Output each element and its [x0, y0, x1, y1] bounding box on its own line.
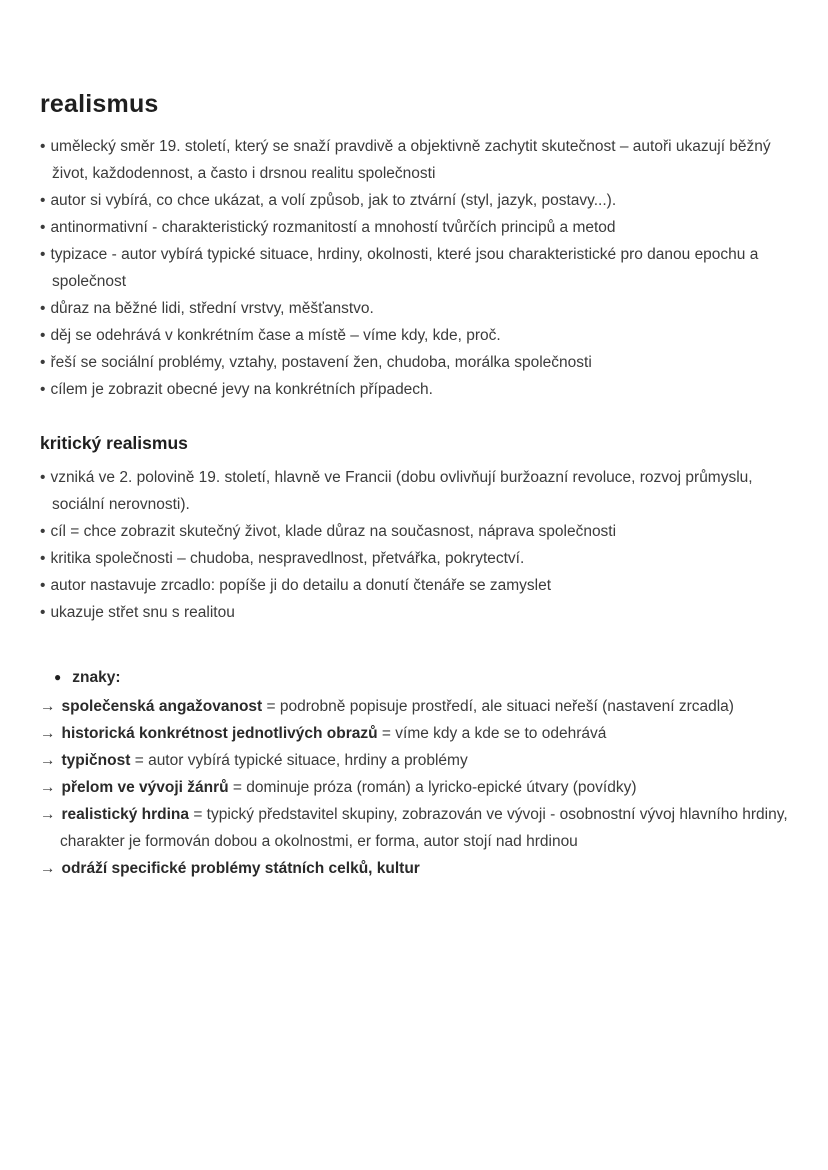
arrow-icon: → [40, 752, 56, 769]
bullet-icon: • [40, 469, 46, 486]
list-item [40, 133, 788, 187]
list-item-text: = podrobně popisuje prostředí, ale situaci neřeší (nastavení zrcadla) [262, 698, 734, 715]
bullet-icon: • [40, 354, 46, 371]
arrow-icon: → [40, 779, 56, 796]
list-item-text: řeší se sociální problémy, vztahy, postavení žen, chudoba, morálka společnosti [50, 354, 592, 371]
list-item [40, 693, 788, 720]
list-item [40, 747, 788, 774]
list-item [40, 241, 788, 295]
list-item-text: = víme kdy a kde se to odehrává [377, 725, 607, 742]
list-item [40, 349, 788, 376]
list-item-text: vzniká ve 2. polovině 19. století, hlavně ve Francii (dobu ovlivňují buržoazní revoluce, rozvoj průmyslu, sociální nerovnosti). [50, 469, 753, 513]
page-title: realismus [40, 90, 159, 118]
list-item-term: odráží specifické problémy státních celků, kultur [61, 860, 420, 877]
bullet-icon: • [40, 192, 46, 209]
list-item [40, 801, 788, 855]
list-item-term: realistický hrdina [61, 806, 190, 823]
list-item [40, 855, 788, 882]
list-item-term: společenská angažovanost [61, 698, 263, 715]
list-item [40, 295, 788, 322]
realismus-list [40, 133, 788, 403]
bullet-icon: • [40, 219, 46, 236]
list-item-text: důraz na běžné lidi, střední vrstvy, měšťanstvo. [50, 300, 374, 317]
arrow-icon: → [40, 860, 56, 877]
kriticky-realismus-list [40, 464, 788, 626]
list-item [40, 599, 788, 626]
znaky-heading-line [54, 664, 788, 691]
arrow-icon: → [40, 725, 56, 742]
list-item-text: cíl = chce zobrazit skutečný život, klade důraz na současnost, náprava společnosti [50, 523, 617, 540]
bullet-icon: • [40, 577, 46, 594]
list-item-text: antinormativní - charakteristický rozmanitostí a mnohostí tvůrčích principů a metod [50, 219, 616, 236]
section-heading-kriticky-realismus: kritický realismus [40, 433, 188, 453]
list-item [40, 774, 788, 801]
bullet-icon: • [40, 327, 46, 344]
list-item-text: ukazuje střet snu s realitou [50, 604, 235, 621]
list-item-text: = dominuje próza (román) a lyricko-epické útvary (povídky) [228, 779, 637, 796]
list-item-term: historická konkrétnost jednotlivých obrazů [61, 725, 378, 742]
list-item [40, 464, 788, 518]
list-item [40, 376, 788, 403]
list-item-text: typizace - autor vybírá typické situace, hrdiny, okolnosti, které jsou charakteristické pro danou epochu a společnost [50, 246, 759, 290]
list-item [40, 545, 788, 572]
bullet-icon: • [40, 381, 46, 398]
list-item-text: kritika společnosti – chudoba, nespravedlnost, přetvářka, pokrytectví. [50, 550, 525, 567]
znaky-list [40, 693, 788, 882]
list-item-text: umělecký směr 19. století, který se snaží pravdivě a objektivně zachytit skutečnost – autoři ukazují běžný život, každodennost, a často i drsnou realitu společnosti [50, 138, 771, 182]
bullet-icon: • [40, 300, 46, 317]
list-item-text: = autor vybírá typické situace, hrdiny a problémy [130, 752, 468, 769]
bullet-icon: • [40, 550, 46, 567]
znaky-label: znaky: [72, 669, 121, 686]
list-item [40, 720, 788, 747]
bullet-icon: • [40, 138, 46, 155]
bullet-icon: • [40, 523, 46, 540]
dot-bullet-icon: ● [54, 670, 62, 684]
list-item-text: autor nastavuje zrcadlo: popíše ji do detailu a donutí čtenáře se zamyslet [50, 577, 552, 594]
list-item [40, 214, 788, 241]
list-item [40, 187, 788, 214]
list-item-text: cílem je zobrazit obecné jevy na konkrétních případech. [50, 381, 433, 398]
list-item-term: přelom ve vývoji žánrů [61, 779, 229, 796]
list-item-term: typičnost [61, 752, 131, 769]
arrow-icon: → [40, 698, 56, 715]
list-item-text: děj se odehrává v konkrétním čase a místě – víme kdy, kde, proč. [50, 327, 501, 344]
list-item [40, 322, 788, 349]
list-item [40, 572, 788, 599]
bullet-icon: • [40, 604, 46, 621]
list-item-text: autor si vybírá, co chce ukázat, a volí způsob, jak to ztvární (styl, jazyk, postavy...). [50, 192, 617, 209]
list-item-text: = typický představitel skupiny, zobrazován ve vývoji - osobnostní vývoj hlavního hrdiny, charakter je formován dobou a okolnostmi, er forma, autor stojí nad hrdinou [60, 806, 788, 850]
bullet-icon: • [40, 246, 46, 263]
arrow-icon: → [40, 806, 56, 823]
list-item [40, 518, 788, 545]
